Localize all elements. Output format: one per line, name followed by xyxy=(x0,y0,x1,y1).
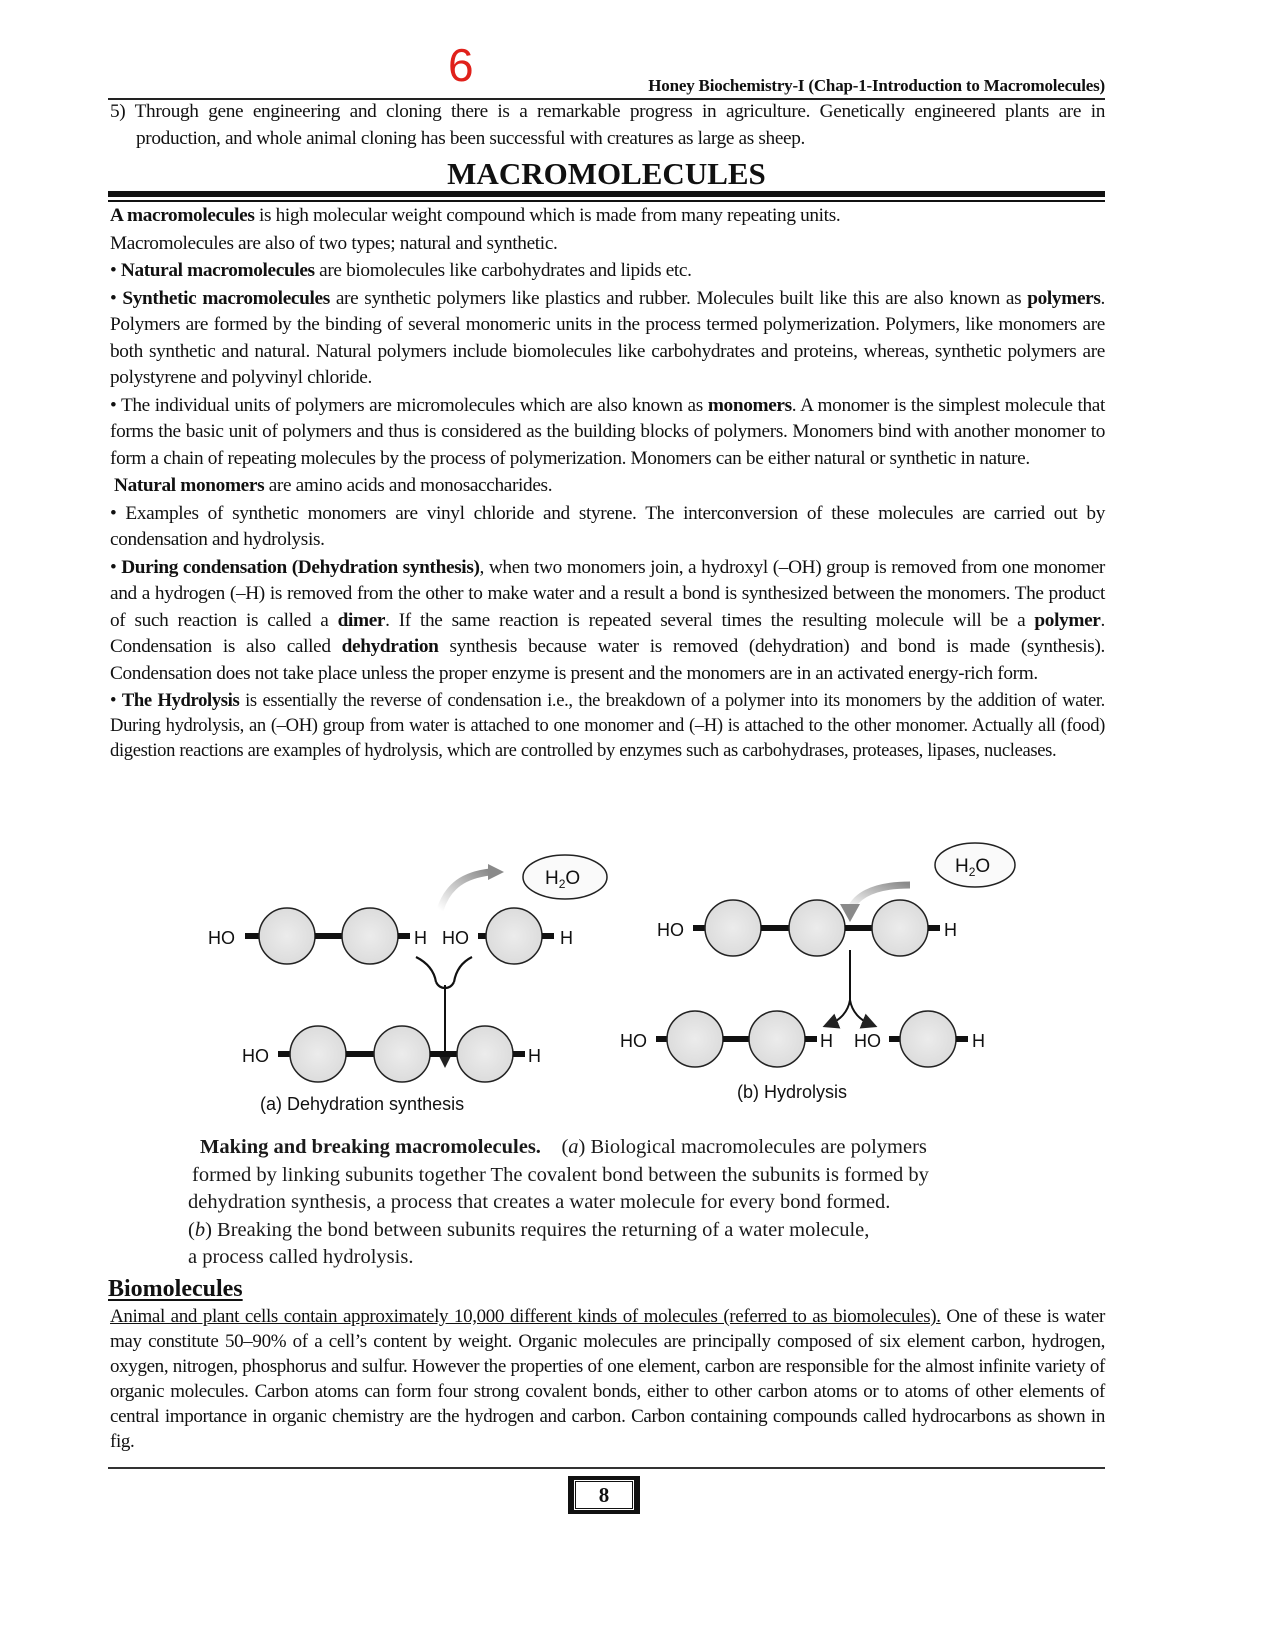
natural-text: are biomolecules like carbohydrates and lipids etc. xyxy=(314,260,692,281)
caption-line: Making and breaking macromolecules. (a) Biological macromolecules are polymers xyxy=(200,1136,927,1158)
bullet: • xyxy=(110,260,121,281)
condensation-bullet xyxy=(110,555,1105,688)
term-condensation: During condensation (Dehydration synthesis) xyxy=(121,556,480,578)
label-h: H xyxy=(414,928,427,948)
hydrolysis-text: is essentially the reverse of condensation i.e., the breakdown of a polymer into its monomers by the addition of water. During hydrolysis, an (–OH) group from water is attached to one monomer and (–H) is attached to the other monomer. Actually all (food) digestion reactions are examples of hydrolysis, which are controlled by enzymes such as carbohydrases, proteases, lipases, nucleases. xyxy=(110,690,1105,761)
monomer xyxy=(486,908,542,964)
panel-a-dehydration xyxy=(208,855,607,1114)
term-hydrolysis: The Hydrolysis xyxy=(121,690,240,711)
caption-line: formed by linking subunits together The covalent bond between the subunits is formed by xyxy=(192,1163,929,1186)
natural-monomers-text: are amino acids and monosaccharides. xyxy=(264,475,553,496)
term-polymer: polymer xyxy=(1034,609,1101,631)
title-rule-thin xyxy=(108,200,1105,202)
water-bubble-a xyxy=(523,855,607,899)
macromolecule-figure xyxy=(190,840,1070,1130)
biomolecules-body xyxy=(110,1304,1105,1454)
caption-a-text: Biological macromolecules are polymers xyxy=(585,1136,927,1158)
monomer xyxy=(900,1011,956,1067)
label-h: H xyxy=(972,1031,985,1051)
panel-a-label: (a) Dehydration synthesis xyxy=(260,1094,465,1114)
monomer-text-2: . A monomer is the simplest molecule that forms the basic unit of polymers and thus is considered as the building blocks of polymers. Monomers bind with another monomer to form a chain of repeating molecules by the process of polymerization. Monomers can be either natural or synthetic in nature. xyxy=(110,394,1105,469)
label-h: H xyxy=(944,920,957,940)
bullet: • xyxy=(110,556,122,578)
definition-text: is high molecular weight compound which is made from many repeating units. xyxy=(254,205,841,226)
bullet: • xyxy=(110,690,122,711)
intro-point-text: 5) Through gene engineering and cloning there is a remarkable progress in agriculture. Genetically engineered plants are in production, and whole animal cloning has been successful with creatures as large as sheep. xyxy=(110,101,1105,149)
caption-a-marker: a xyxy=(568,1136,579,1158)
monomer xyxy=(667,1011,723,1067)
caption-line: a process called hydrolysis. xyxy=(188,1246,414,1268)
biomolecules-text: One of these is water may constitute 50–90% of a cell’s content by weight. Organic molecules are principally composed of six element carbon, hydrogen, oxygen, nitrogen, phosphorus and sulfur. However the properties of one element, carbon are responsible for the almost infinite variety of organic molecules. Carbon atoms can form four strong covalent bonds, either to other carbon atoms or to atoms of other elements of central importance in organic chemistry are the hydrogen and carbon. Carbon containing compounds called hydrocarbons as shown in fig. xyxy=(110,1306,1105,1452)
label-ho: HO xyxy=(657,920,684,940)
svg-text:H2O: $H_2O$ xyxy=(545,868,581,891)
grey-arrow-out xyxy=(440,864,504,910)
label-ho: HO xyxy=(854,1031,881,1051)
examples-bullet: • Examples of synthetic monomers are vinyl chloride and styrene. The interconversion of these molecules are carried out by condensation and hydrolysis. xyxy=(110,502,1105,550)
caption-title: Making and breaking macromolecules. xyxy=(200,1136,541,1158)
page-stamp-number: 6 xyxy=(448,39,474,91)
section-title: MACROMOLECULES xyxy=(447,156,766,191)
caption-line: (b) Breaking the bond between subunits requires the returning of a water molecule, xyxy=(188,1218,870,1241)
label-ho: HO xyxy=(620,1031,647,1051)
footer-rule xyxy=(108,1467,1105,1469)
natural-monomers-line xyxy=(110,473,1105,500)
label-h: H xyxy=(560,928,573,948)
hydrolysis-bullet xyxy=(110,688,1105,763)
term-dimer: dimer xyxy=(337,609,386,631)
panel-b-hydrolysis xyxy=(620,843,1015,1102)
monomer xyxy=(872,900,928,956)
label-ho: HO xyxy=(208,928,235,948)
water-bubble-b xyxy=(935,843,1015,887)
monomer xyxy=(705,900,761,956)
title-rule-thick xyxy=(108,191,1105,197)
definition-paragraph xyxy=(110,203,1105,230)
synthetic-text-2: . Polymers are formed by the binding of several monomeric units in the process termed polymerization. Polymers, like monomers are both synthetic and natural. Natural polymers include biomolecules like carbohydrates and proteins, whereas, synthetic polymers are polystyrene and polyvinyl chloride. xyxy=(110,287,1105,388)
types-paragraph: Macromolecules are also of two types; natural and synthetic. xyxy=(110,232,558,254)
biomolecules-underlined-sentence: Animal and plant cells contain approximately 10,000 different kinds of molecules (referred to as biomolecules). xyxy=(110,1306,941,1327)
bullet: • xyxy=(110,287,123,309)
monomer xyxy=(342,908,398,964)
condensation-text-4: synthesis because water is removed (dehydration) and bond is made (synthesis). Condensation does not take place unless the proper enzyme is present and the monomers are in an activated energy-rich form. xyxy=(110,636,1105,684)
caption-b-text: Breaking the bond between subunits requires the returning of a water molecule, xyxy=(211,1218,870,1241)
term-macromolecules: A macromolecules xyxy=(110,205,255,226)
macromolecules-body xyxy=(110,203,1105,764)
synthetic-bullet xyxy=(110,286,1105,392)
monomer-bullet xyxy=(110,393,1105,473)
label-ho: HO xyxy=(242,1046,269,1066)
figure-caption xyxy=(188,1134,1068,1272)
caption-b-marker: b xyxy=(194,1218,206,1241)
term-natural-monomers: Natural monomers xyxy=(114,475,265,496)
monomer xyxy=(457,1026,513,1082)
biomolecules-paragraph xyxy=(110,1304,1105,1454)
term-monomers: monomers xyxy=(707,394,792,416)
monomer xyxy=(259,908,315,964)
condensation-text: , when two monomers join, a hydroxyl (–OH) group is removed from one monomer and a hydrogen (–H) is removed from the other to make water and a result a bond is synthesized between the monomers. The product of such reaction is called a xyxy=(110,556,1105,631)
monomer xyxy=(789,900,845,956)
running-header-title: Honey Biochemistry-I (Chap-1-Introduction to Macromolecules) xyxy=(648,76,1105,95)
page-number-box xyxy=(568,1476,640,1514)
label-h: H xyxy=(528,1046,541,1066)
monomer-text: • The individual units of polymers are micromolecules which are also known as xyxy=(110,394,708,416)
svg-text:H2O: $H_2O$ xyxy=(955,856,991,879)
biomolecules-heading: Biomolecules xyxy=(108,1276,243,1302)
label-h: H xyxy=(820,1031,833,1051)
split-arrow xyxy=(830,950,870,1024)
condensation-text-2: . If the same reaction is repeated several times the resulting molecule will be a xyxy=(385,609,1035,631)
monomer xyxy=(749,1011,805,1067)
term-polymers: polymers xyxy=(1027,287,1101,309)
synthetic-text: are synthetic polymers like plastics and rubber. Molecules built like this are also known as xyxy=(329,287,1028,309)
term-synthetic-macromolecules: Synthetic macromolecules xyxy=(122,287,330,309)
term-natural-macromolecules: Natural macromolecules xyxy=(120,260,315,281)
label-ho: HO xyxy=(442,928,469,948)
condensation-text-3: . Condensation is also called xyxy=(110,609,1105,657)
natural-bullet xyxy=(110,258,1105,285)
term-dehydration: dehydration xyxy=(341,636,439,657)
panel-b-label: (b) Hydrolysis xyxy=(737,1082,848,1102)
caption-line: dehydration synthesis, a process that creates a water molecule for every bond formed. xyxy=(188,1191,891,1213)
page-number: 8 xyxy=(575,1481,633,1509)
monomer xyxy=(290,1026,346,1082)
intro-point xyxy=(110,99,1105,152)
monomer xyxy=(374,1026,430,1082)
